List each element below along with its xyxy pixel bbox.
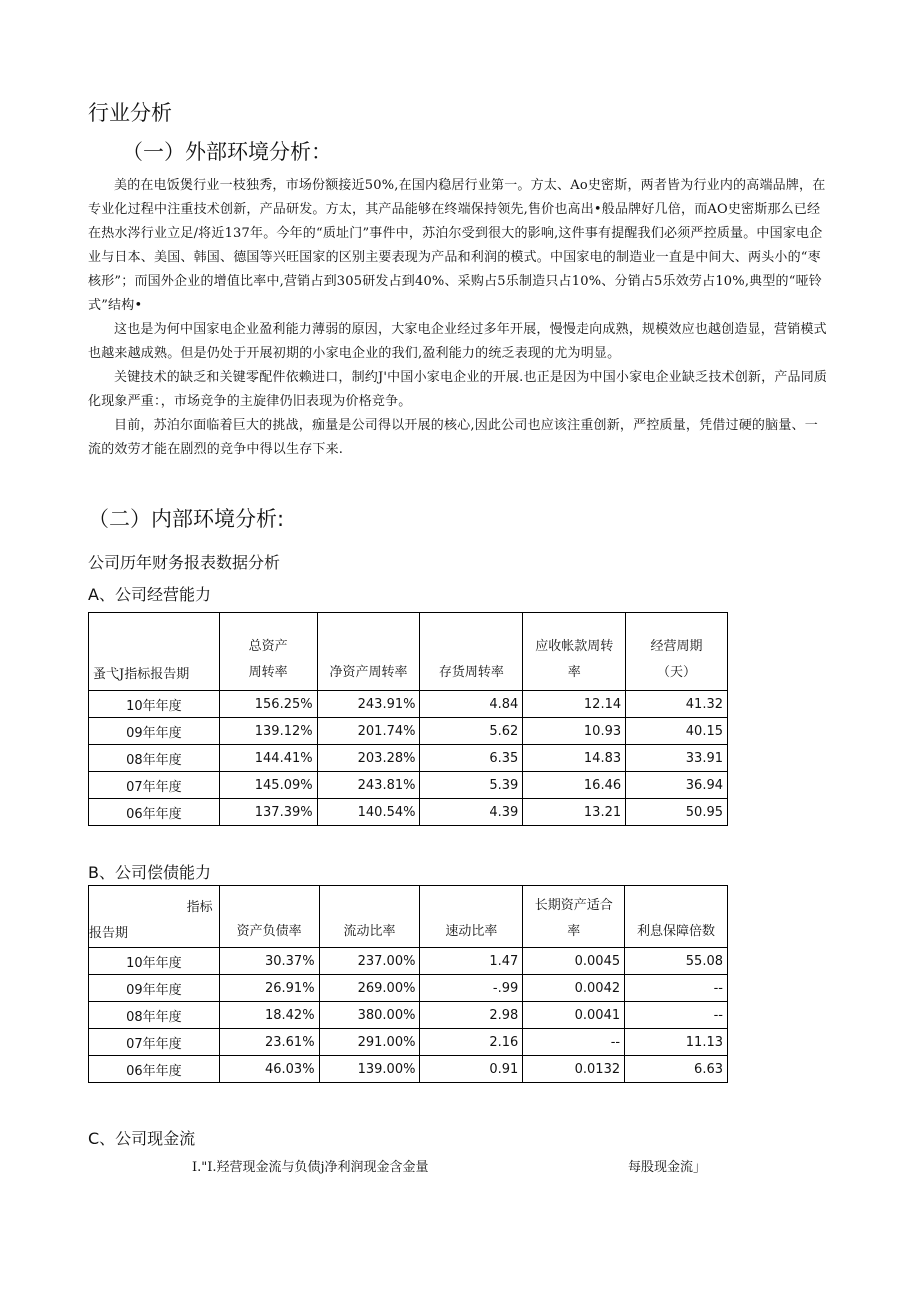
table-b-header (625, 886, 728, 948)
section-c-title: C、公司现金流 (88, 1129, 196, 1148)
table-row (89, 975, 728, 1002)
value-cell: 380.00% (319, 1002, 420, 1029)
header-line: 总资产 (248, 639, 288, 654)
value-cell: 14.83 (523, 745, 626, 772)
value-cell: 145.09% (219, 772, 317, 799)
header-line: 周转率 (248, 665, 288, 680)
paragraph-4: 目前，苏泊尔面临着巨大的挑战，痂量是公司得以开展的核心,因此公司也应该注重创新，严控质量，凭借过硬的脑量、一流的效劳才能在剧烈的竞争中得以生存下来. (88, 418, 818, 457)
table-b-header (319, 886, 420, 948)
section2-heading: （二）内部环境分析: (88, 507, 285, 531)
value-cell: 144.41% (219, 745, 317, 772)
value-cell: 237.00% (319, 948, 420, 975)
header-line: 长期资产适合 (534, 898, 613, 913)
section2-subheading: 公司历年财务报表数据分析 (88, 553, 281, 572)
value-cell: 140.54% (317, 799, 420, 826)
value-cell: 139.12% (219, 718, 317, 745)
value-cell: 41.32 (626, 691, 728, 718)
value-cell: 33.91 (626, 745, 728, 772)
table-row (89, 691, 728, 718)
value-cell: 0.0132 (523, 1056, 625, 1083)
value-cell: 16.46 (523, 772, 626, 799)
table-row (89, 772, 728, 799)
value-cell: 11.13 (625, 1029, 728, 1056)
header-line: 率 (567, 665, 581, 680)
table-a-header (317, 613, 420, 691)
value-cell: 137.39% (219, 799, 317, 826)
period-cell: 10年年度 (89, 948, 220, 975)
value-cell: 4.39 (420, 799, 523, 826)
period-cell: 09年年度 (89, 718, 220, 745)
value-cell: -.99 (420, 975, 523, 1002)
period-cell: 06年年度 (89, 799, 220, 826)
page-title: 行业分析 (88, 101, 172, 125)
period-cell: 10年年度 (89, 691, 220, 718)
value-cell: 40.15 (626, 718, 728, 745)
table-row (89, 1056, 728, 1083)
header-line: 经营周期 (650, 639, 703, 654)
value-cell: 50.95 (626, 799, 728, 826)
value-cell: 4.84 (420, 691, 523, 718)
value-cell: 30.37% (219, 948, 319, 975)
header-line: 净资产周转率 (329, 665, 408, 680)
period-cell: 08年年度 (89, 1002, 220, 1029)
value-cell: 0.0045 (523, 948, 625, 975)
value-cell: -- (625, 975, 728, 1002)
table-a-corner: 蚤弋J指标报告期 (89, 613, 220, 691)
header-line: 资产负债率 (236, 924, 302, 939)
header-line: 流动比率 (343, 924, 396, 939)
paragraph-3: 关键技术的缺乏和关键零配件依赖进口，制约J'中国小家电企业的开展.也正是因为中国小家电企业缺乏技术创新，产品同质化现象严重：，市场竞争的主旋律仍旧表现为价格竞争。 (88, 370, 828, 409)
table-b (88, 885, 728, 1083)
table-row (89, 948, 728, 975)
value-cell: 13.21 (523, 799, 626, 826)
table-row (89, 1029, 728, 1056)
value-cell: 5.62 (420, 718, 523, 745)
value-cell: 203.28% (317, 745, 420, 772)
table-a-title: A、公司经营能力 (88, 585, 211, 604)
period-cell: 07年年度 (89, 1029, 220, 1056)
period-cell: 06年年度 (89, 1056, 220, 1083)
value-cell: 6.35 (420, 745, 523, 772)
value-cell: 18.42% (219, 1002, 319, 1029)
period-cell: 09年年度 (89, 975, 220, 1002)
table-row (89, 718, 728, 745)
table-b-header (523, 886, 625, 948)
table-a (88, 612, 728, 826)
table-b-header (420, 886, 523, 948)
value-cell: 46.03% (219, 1056, 319, 1083)
value-cell: 0.91 (420, 1056, 523, 1083)
period-cell: 08年年度 (89, 745, 220, 772)
value-cell: 0.0042 (523, 975, 625, 1002)
cashflow-line-left: I."I.羟营现金流与负债j净利润现金含金量 (192, 1160, 429, 1175)
value-cell: 5.39 (420, 772, 523, 799)
corner-top-label: 指标 (186, 900, 213, 915)
table-a-header (219, 613, 317, 691)
section1-heading: （一）外部环境分析： (122, 140, 332, 164)
table-a-header-row (89, 613, 728, 691)
table-row (89, 1002, 728, 1029)
value-cell: 156.25% (219, 691, 317, 718)
value-cell: -- (625, 1002, 728, 1029)
value-cell: 139.00% (319, 1056, 420, 1083)
value-cell: 2.16 (420, 1029, 523, 1056)
value-cell: 10.93 (523, 718, 626, 745)
table-row (89, 745, 728, 772)
paragraph-1: 美的在电饭煲行业一枝独秀，市场份额接近50%,在国内稳居行业第一。方太、Ao史密斯，两者皆为行业内的高端品牌，在专业化过程中注重技术创新，产品研发。方太，其产品能够在终端保持领先,售价也高出•般品牌好几倍，而AO史密斯那么已经在热水涔行业立足/将近137年。今年的“质址门”事件中，苏泊尔受到很大的影响,这件事有提醒我们必须严控质量。中国家电企业与日本、美国、韩国、德国等兴旺国家的区别主要表现为产品和利润的模式。中国家电的制造业一直是中间大、两头小的“枣核形”；而国外企业的增值比率中,营销占到305研发占到40%、采购占5乐制造只占10%、分销占5乐效劳占10%,典型的“哑铃式”结构• (88, 178, 826, 313)
value-cell: 12.14 (523, 691, 626, 718)
value-cell: 23.61% (219, 1029, 319, 1056)
period-cell: 07年年度 (89, 772, 220, 799)
header-line: 应收帐款周转 (535, 639, 614, 654)
value-cell: 36.94 (626, 772, 728, 799)
header-line: （天） (657, 665, 697, 680)
value-cell: 269.00% (319, 975, 420, 1002)
value-cell: 1.47 (420, 948, 523, 975)
table-b-title: B、公司偿债能力 (88, 863, 211, 882)
table-b-corner (89, 886, 220, 948)
cashflow-line-right: 每股现金流」 (628, 1160, 707, 1175)
value-cell: 26.91% (219, 975, 319, 1002)
corner-bottom-label: 报告期 (89, 926, 129, 941)
value-cell: 201.74% (317, 718, 420, 745)
value-cell: 6.63 (625, 1056, 728, 1083)
header-line: 存货周转率 (438, 665, 504, 680)
header-line: 率 (567, 924, 581, 939)
value-cell: 0.0041 (523, 1002, 625, 1029)
table-a-header (626, 613, 728, 691)
table-b-header-row (89, 886, 728, 948)
value-cell: 291.00% (319, 1029, 420, 1056)
header-line: 速动比率 (445, 924, 498, 939)
paragraph-2: 这也是为何中国家电企业盈利能力薄弱的原因，大家电企业经过多年开展，慢慢走向成熟，规模效应也越创造显，营销模式也越来越成熟。但是仍处于开展初期的小家电企业的我们,盈利能力的统乏表现的尤为明显。 (88, 322, 827, 361)
value-cell: 243.81% (317, 772, 420, 799)
table-a-header (420, 613, 523, 691)
value-cell: 243.91% (317, 691, 420, 718)
table-b-header (219, 886, 319, 948)
header-line: 利息保障倍数 (637, 924, 716, 939)
table-row (89, 799, 728, 826)
table-a-header (523, 613, 626, 691)
value-cell: -- (523, 1029, 625, 1056)
value-cell: 55.08 (625, 948, 728, 975)
value-cell: 2.98 (420, 1002, 523, 1029)
